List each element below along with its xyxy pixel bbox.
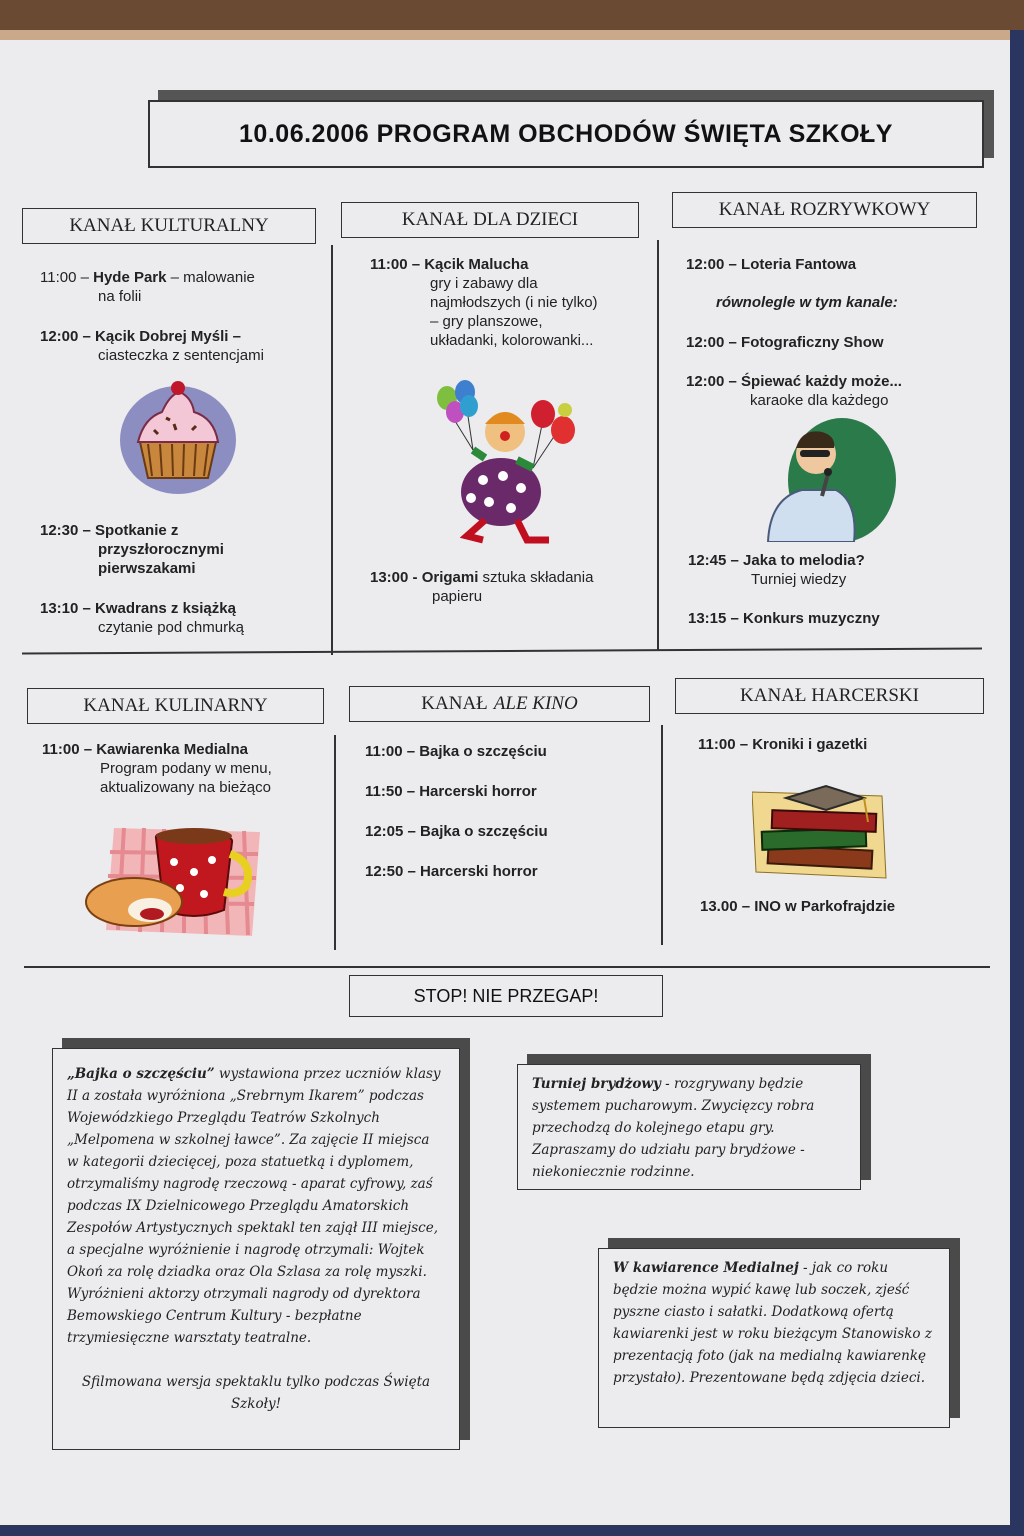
schedule-item: 12:00 – Śpiewać każdy może... karaoke dla każdego xyxy=(686,373,902,409)
channel-header-kulinarny: KANAŁ KULINARNY xyxy=(27,688,324,724)
schedule-item: 11:00 – Bajka o szczęściu xyxy=(365,743,547,760)
schedule-item: 13:00 - Origami sztuka składania papieru xyxy=(370,569,594,605)
background-strip xyxy=(0,0,1024,30)
schedule-item: 13:10 – Kwadrans z książką czytanie pod chmurką xyxy=(40,600,244,636)
column-divider xyxy=(334,735,336,950)
coffee-and-croissant-illustration xyxy=(84,822,260,936)
poster-title-box xyxy=(148,100,984,168)
karaoke-singer-illustration xyxy=(762,414,896,542)
column-divider xyxy=(657,240,659,650)
channel-header-harcerski: KANAŁ HARCERSKI xyxy=(675,678,984,714)
schedule-item: 12:00 – Loteria Fantowa xyxy=(686,256,857,273)
theatre-award-note: „Bajka o szczęściu” wystawiona przez uczniów klasy II a została wyróżniona „Srebrnym Ikarem” podczas Wojewódzkiego Przeglądu Teatrów Szkolnych „Melpomena w szkolnej ławce”. Za zajęcie II miejsca w kategorii dziecięcej, poza statuetką i dyplomem, otrzymaliśmy nagrodę rzeczową - aparat cyfrowy, zaś podczas IX Dzielnicowego Przeglądu Amatorskich Zespołów Artystycznych spektakl ten zajął III miejsce, a specjalne wyróżnienie i nagrodę otrzymali: Wojtek Okoń za rolę dziadka oraz Ola Szlasa za rolę myszki. Wyróżnieni aktorzy otrzymali nagrody od dyrektora Bemowskiego Centrum Kultury - bezpłatne trzymiesięczne warsztaty teatralne. Sfilmowana wersja spektaklu tylko podczas Święta Szkoły! xyxy=(52,1048,460,1450)
channel-header-dzieci: KANAŁ DLA DZIECI xyxy=(341,202,639,238)
poster-title: 10.06.2006 PROGRAM OBCHODÓW ŚWIĘTA SZKOŁY xyxy=(239,119,893,148)
schedule-item: 12:45 – Jaka to melodia? Turniej wiedzy xyxy=(688,552,865,588)
bridge-tournament-note: Turniej brydżowy - rozgrywany będzie systemem pucharowym. Zwycięzcy robra przechodzą do kolejnego etapu gry. Zapraszamy do udziału pary brydżowe - niekoniecznie rodzinne. xyxy=(517,1064,861,1190)
schedule-item: 12:00 – Fotograficzny Show xyxy=(686,334,884,351)
parallel-note: równolegle w tym kanale: xyxy=(716,294,898,311)
schedule-item: 11:00 – Kawiarenka Medialna Program podany w menu, aktualizowany na bieżąco xyxy=(42,741,272,796)
clown-with-balloons-illustration xyxy=(425,380,585,548)
channel-header-kino: KANAŁ ALE KINO xyxy=(349,686,650,722)
cupcake-illustration xyxy=(118,378,238,496)
schedule-item: 12:30 – Spotkanie z przyszłorocznymi pierwszakami xyxy=(40,522,224,577)
schedule-item: 11:50 – Harcerski horror xyxy=(365,783,537,800)
cafe-note: W kawiarence Medialnej - jak co roku będzie można wypić kawę lub soczek, zjeść pyszne ciasto i sałatki. Dodatkową ofertą kawiarenki jest w roku bieżącym Stanowisko z prezentacją foto (jak na medialną kawiarenkę przystało). Prezentowane będą zdjęcia dzieci. xyxy=(598,1248,950,1428)
books-and-graduation-cap-illustration xyxy=(752,782,894,880)
schedule-item: 11:00 – Kącik Malucha gry i zabawy dla najmłodszych (i nie tylko) – gry planszowe, układanki, kolorowanki... xyxy=(370,256,598,349)
column-divider xyxy=(331,245,333,655)
stop-banner: STOP! NIE PRZEGAP! xyxy=(349,975,663,1017)
schedule-item: 13.00 – INO w Parkofrajdzie xyxy=(700,898,896,915)
channel-header-rozrywkowy: KANAŁ ROZRYWKOWY xyxy=(672,192,977,228)
schedule-item: 12:50 – Harcerski horror xyxy=(365,863,538,880)
channel-header-kulturalny: KANAŁ KULTURALNY xyxy=(22,208,316,244)
column-divider xyxy=(661,725,663,945)
schedule-item: 12:00 – Kącik Dobrej Myśli – ciasteczka z sentencjami xyxy=(40,328,264,364)
schedule-item: 11:00 – Kroniki i gazetki xyxy=(698,736,868,753)
theatre-note-footer: Sfilmowana wersja spektaklu tylko podczas Święta Szkoły! xyxy=(81,1374,431,1412)
schedule-item: 11:00 – Hyde Park – malowanie na folii xyxy=(40,269,255,305)
schedule-item: 12:05 – Bajka o szczęściu xyxy=(365,823,548,840)
schedule-item: 13:15 – Konkurs muzyczny xyxy=(688,610,880,627)
row-divider xyxy=(24,966,990,968)
